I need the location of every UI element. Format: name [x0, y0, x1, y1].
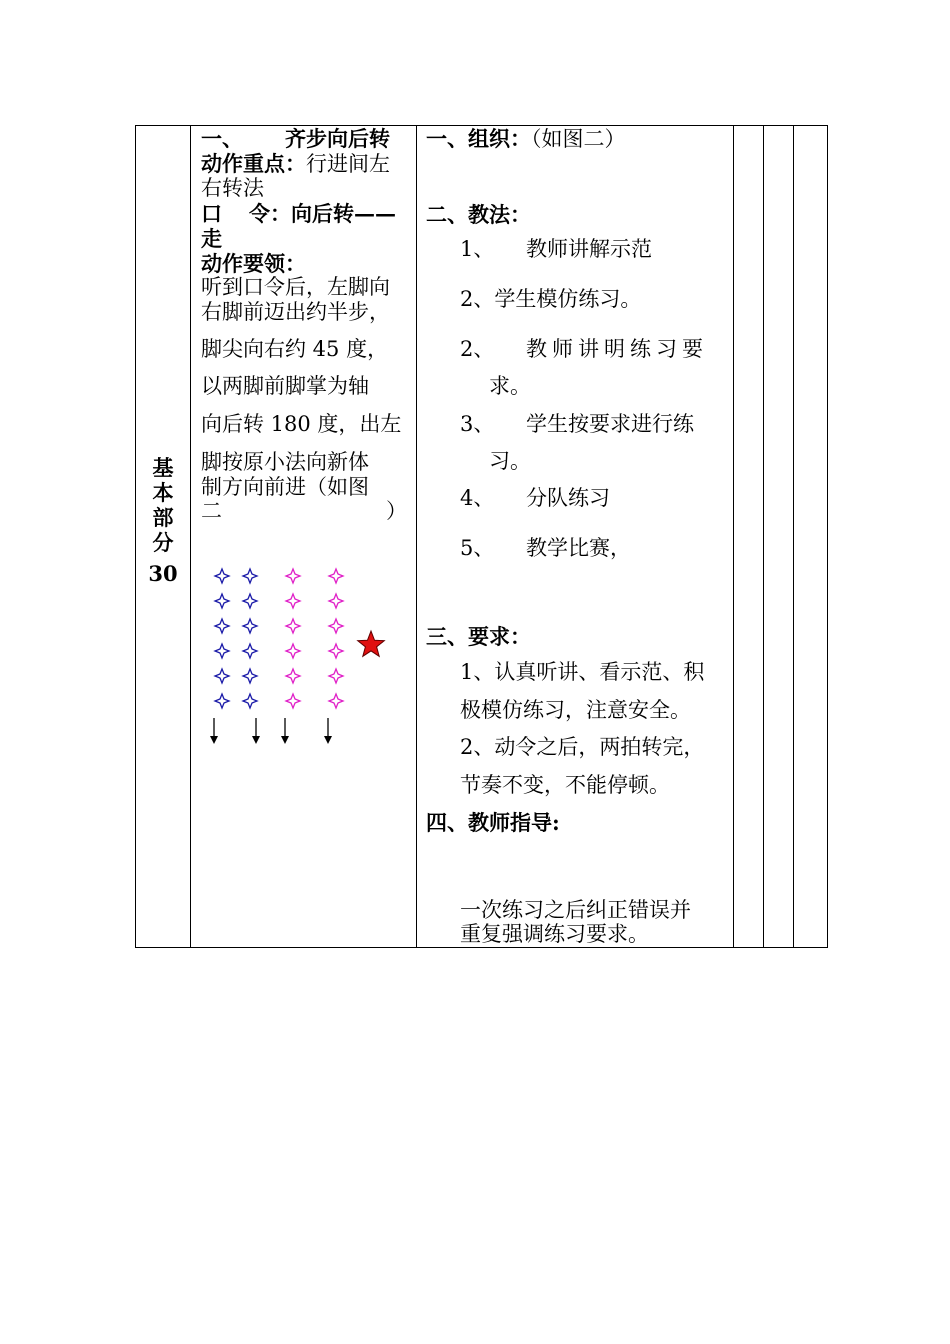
essentials-line: 脚尖向右约 45 度， [201, 337, 389, 361]
requirement-line: 极模仿练习，注意安全。 [460, 698, 691, 722]
step-text-cont: 习。 [489, 449, 531, 473]
student-icon [215, 694, 229, 708]
step-text: 2、学生模仿练习。 [460, 287, 642, 311]
section-label-cell [136, 455, 190, 586]
section-duration: 30 [148, 561, 178, 586]
section-label-char: 基 [152, 455, 174, 480]
down-arrow-icon [324, 718, 332, 744]
key-point-label: 动作重点： [201, 151, 306, 176]
requirement-line: 2、动令之后，两拍转完， [460, 735, 705, 759]
step-text: 教学比赛， [526, 536, 631, 560]
student-icon [286, 619, 300, 633]
guidance-line: 重复强调练习要求。 [460, 922, 649, 946]
step-text: 分队练习 [526, 486, 610, 510]
down-arrow-icon [252, 718, 260, 744]
essentials-line: 右脚前迈出约半步， [201, 300, 390, 324]
organization-text: （如图二） [531, 127, 626, 151]
column-divider [733, 125, 734, 948]
formation-group-a [215, 569, 257, 708]
student-icon [329, 644, 343, 658]
column-divider [416, 125, 417, 948]
step-number: 5、 [460, 536, 495, 560]
essentials-line: 二 [201, 499, 222, 523]
essentials-close: ） [386, 499, 407, 523]
teaching-step [460, 287, 641, 312]
table-bottom-border [135, 947, 828, 948]
command-line [201, 201, 396, 226]
student-icon [286, 594, 300, 608]
student-icon [286, 694, 300, 708]
guidance-line: 一次练习之后纠正错误并 [460, 898, 691, 922]
key-point-text-cont: 右转法 [201, 176, 264, 200]
step-number: 3、 [460, 412, 495, 436]
formation-diagram [200, 560, 400, 750]
command-label: 令： [249, 201, 291, 226]
student-icon [286, 569, 300, 583]
student-icon [243, 594, 257, 608]
essentials-line: 制方向前进（如图 [201, 475, 369, 499]
student-icon [243, 694, 257, 708]
section-label-char: 部 [152, 505, 174, 530]
teaching-method-label: 二、教法： [426, 202, 531, 227]
student-icon [215, 619, 229, 633]
essentials-line: 向后转 180 度，出左 [201, 412, 402, 436]
march-arrows [210, 718, 332, 744]
essentials-last-line [201, 499, 407, 524]
step-text-cont: 求。 [489, 374, 531, 398]
content-heading [201, 126, 390, 151]
essentials-line: 以两脚前脚掌为轴 [201, 374, 369, 398]
command-label-char: 口 [201, 201, 222, 226]
student-icon [329, 669, 343, 683]
down-arrow-icon [210, 718, 218, 744]
section-label-char: 本 [152, 480, 174, 505]
command-text: 向后转—— [291, 201, 396, 226]
student-icon [215, 644, 229, 658]
heading-title: 齐步向后转 [285, 126, 390, 151]
key-point-text: 行进间左 [306, 152, 390, 176]
column-divider [763, 125, 764, 948]
student-icon [329, 694, 343, 708]
step-text-inner: 教师讲明练习要 [526, 337, 708, 361]
down-arrow-icon [281, 718, 289, 744]
student-icon [243, 644, 257, 658]
section-label-char: 分 [152, 530, 174, 555]
column-divider [190, 125, 191, 948]
organization-line [426, 126, 626, 152]
organization-label: 一、组织： [426, 126, 531, 151]
student-icon [243, 619, 257, 633]
student-icon [329, 594, 343, 608]
student-icon [243, 569, 257, 583]
student-icon [215, 669, 229, 683]
formation-group-b [286, 569, 343, 708]
essentials-line: 脚按原小法向新体 [201, 450, 369, 474]
requirement-line: 1、认真听讲、看示范、积 [460, 660, 705, 684]
essentials-label: 动作要领： [201, 251, 306, 276]
student-icon [215, 594, 229, 608]
step-number: 1、 [460, 237, 495, 261]
student-icon [286, 644, 300, 658]
command-text-cont: 走 [201, 226, 222, 251]
step-text: 学生按要求进行练 [526, 412, 694, 436]
student-icon [243, 669, 257, 683]
step-text: 教师讲解示范 [526, 237, 652, 261]
table-right-border [827, 125, 828, 948]
key-point-line [201, 151, 390, 177]
column-divider [793, 125, 794, 948]
student-icon [215, 569, 229, 583]
student-icon [329, 569, 343, 583]
heading-number: 一、 [201, 126, 243, 151]
teacher-guidance-label: 四、教师指导: [426, 810, 560, 835]
requirement-line: 节奏不变，不能停顿。 [460, 773, 670, 797]
teacher-star-icon [358, 631, 385, 656]
student-icon [286, 669, 300, 683]
student-icon [329, 619, 343, 633]
step-text [526, 337, 722, 362]
essentials-line: 听到口令后，左脚向 [201, 275, 390, 299]
step-number: 2、 [460, 337, 495, 361]
step-number: 4、 [460, 486, 495, 510]
requirements-label: 三、要求： [426, 624, 531, 649]
